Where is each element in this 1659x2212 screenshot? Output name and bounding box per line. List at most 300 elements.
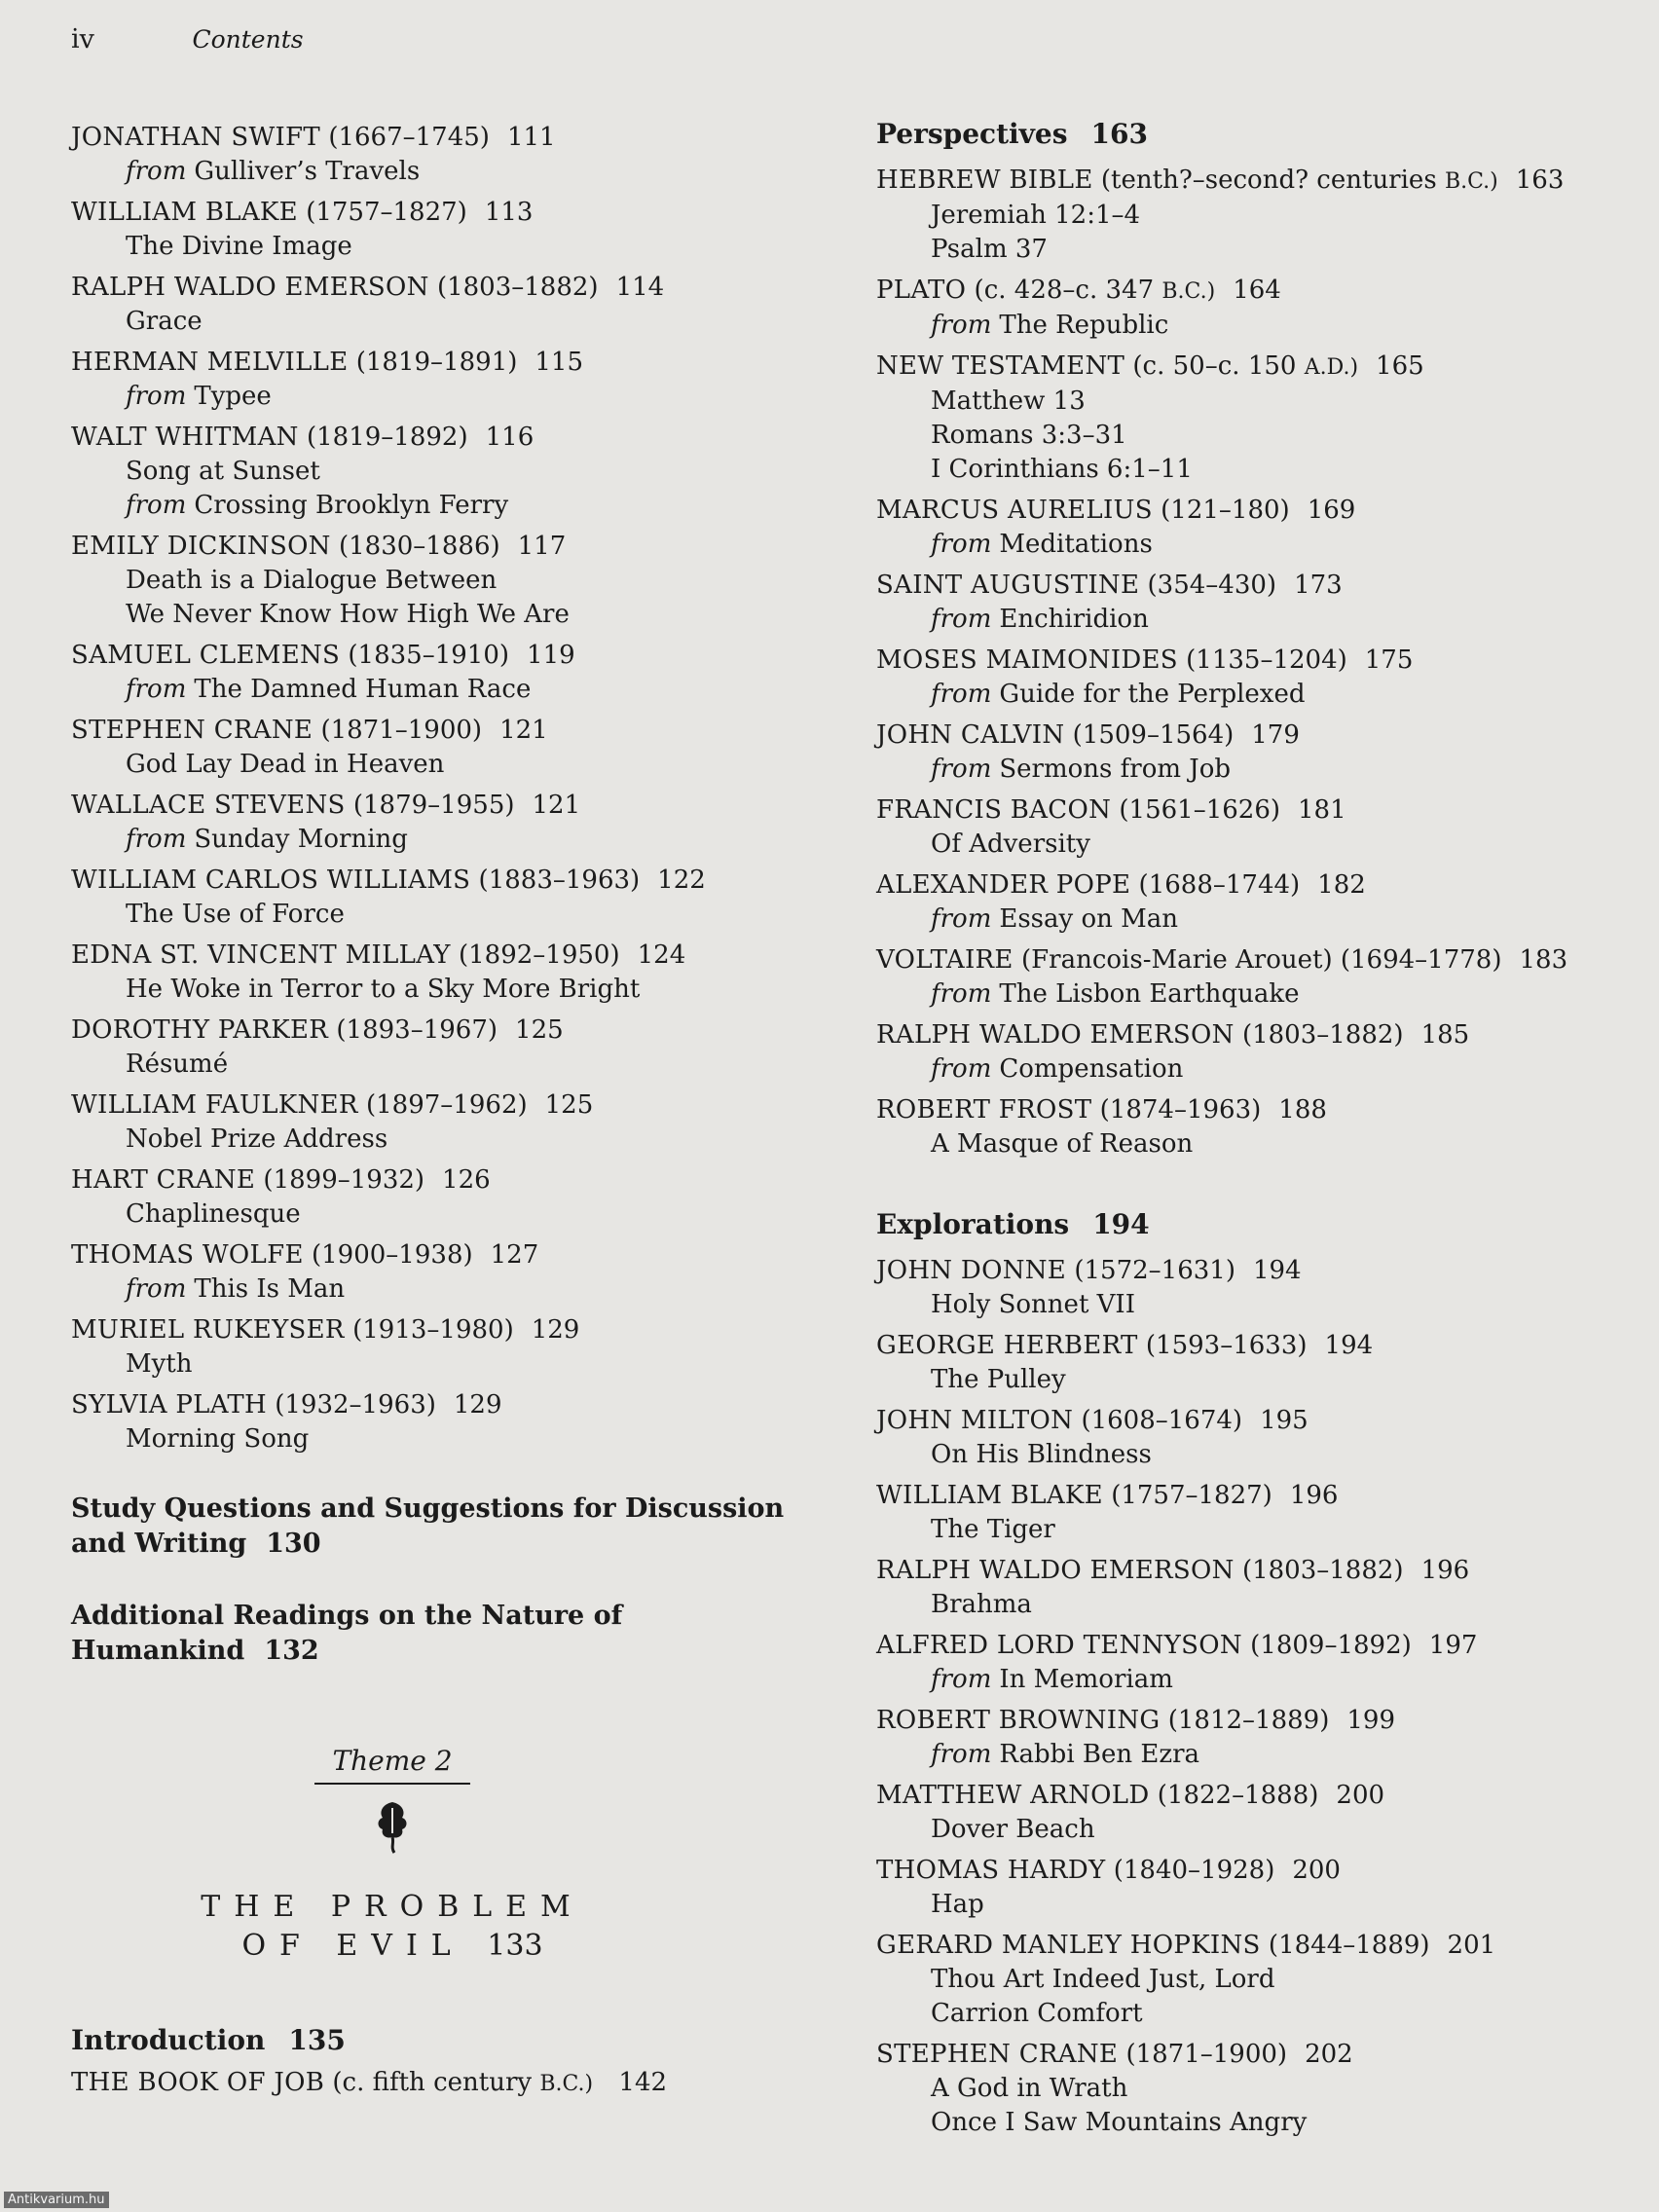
- entry-page: 200: [1292, 1856, 1341, 1885]
- toc-entry: [876, 1554, 1616, 1622]
- entry-heading: [71, 1238, 811, 1272]
- entry-work: [876, 1888, 1616, 1922]
- entry-work: [71, 305, 811, 339]
- entry-page: 199: [1346, 1706, 1395, 1735]
- entry-heading: [876, 1629, 1616, 1663]
- entry-work: [71, 973, 811, 1007]
- entry-author: JOHN DONNE: [876, 1256, 1067, 1285]
- entry-heading: [71, 939, 811, 973]
- entry-dates: (1608–1674): [1081, 1406, 1243, 1435]
- toc-entry: [876, 2038, 1616, 2140]
- entry-heading: [71, 1014, 811, 1048]
- entry-page: 122: [657, 866, 706, 895]
- book-of-job-author: THE BOOK OF JOB: [71, 2068, 325, 2097]
- work-title: Of Adversity: [931, 830, 1090, 859]
- entry-dates: (1803–1882): [1241, 1556, 1404, 1585]
- entry-author: HERMAN MELVILLE: [71, 348, 349, 377]
- theme-label: Theme 2: [314, 1745, 469, 1785]
- entry-author: ALFRED LORD TENNYSON: [876, 1631, 1242, 1660]
- entry-page: 173: [1294, 571, 1343, 600]
- entry-era: B.C.): [1161, 279, 1216, 304]
- introduction-page: 135: [288, 2024, 346, 2056]
- explorations-label: Explorations: [876, 1208, 1070, 1240]
- entry-work: [71, 155, 811, 189]
- entry-author: RALPH WALDO EMERSON: [876, 1556, 1235, 1585]
- entry-page: 111: [506, 123, 556, 152]
- entry-dates: (1844–1889): [1268, 1931, 1430, 1960]
- book-of-job-entry: [71, 2066, 811, 2101]
- entry-work: [876, 233, 1616, 267]
- toc-entry: [876, 569, 1616, 637]
- work-title: Death is a Dialogue Between: [126, 566, 498, 595]
- entry-heading: [71, 1313, 811, 1347]
- work-title: Essay on Man: [999, 904, 1179, 934]
- entry-heading: [71, 530, 811, 564]
- entry-page: 202: [1305, 2040, 1353, 2069]
- work-title: Résumé: [126, 1050, 229, 1079]
- toc-entry: [876, 1254, 1616, 1322]
- toc-entry: [876, 644, 1616, 712]
- entry-author: WILLIAM FAULKNER: [71, 1090, 358, 1120]
- entry-dates: (1572–1631): [1074, 1256, 1235, 1285]
- toc-entry: [876, 793, 1616, 862]
- entry-dates: (1879–1955): [352, 791, 515, 820]
- entry-dates: (tenth?–second? centuries: [1100, 166, 1437, 195]
- entry-work: [876, 453, 1616, 487]
- work-title: Carrion Comfort: [931, 1999, 1143, 2028]
- toc-entry: [876, 719, 1616, 787]
- entry-heading: [876, 1018, 1616, 1052]
- entry-work: [71, 823, 811, 857]
- entry-author: ROBERT FROST: [876, 1095, 1092, 1124]
- work-title: The Lisbon Earthquake: [999, 979, 1300, 1009]
- work-title: Jeremiah 12:1–4: [931, 201, 1141, 230]
- explorations-entry-list: [876, 1254, 1616, 2140]
- entry-work: [876, 309, 1616, 343]
- toc-entry: [71, 346, 811, 414]
- entry-dates: (1900–1938): [312, 1240, 473, 1270]
- entry-heading: [876, 943, 1616, 977]
- entry-work: [876, 1813, 1616, 1847]
- book-of-job-era: B.C.): [539, 2072, 594, 2096]
- work-title: Psalm 37: [931, 235, 1048, 264]
- from-label: from: [126, 491, 187, 520]
- study-questions-entry: [71, 1492, 811, 1562]
- entry-page: 117: [517, 532, 567, 561]
- work-title: Thou Art Indeed Just, Lord: [931, 1965, 1275, 1994]
- entry-author: THOMAS HARDY: [876, 1856, 1106, 1885]
- entry-page: 179: [1251, 720, 1300, 750]
- introduction-entry: [71, 2024, 811, 2056]
- work-title: Gulliver’s Travels: [194, 157, 421, 186]
- entry-dates: (1809–1892): [1250, 1631, 1412, 1660]
- study-questions-line1: Study Questions and Suggestions for Discussion: [71, 1493, 785, 1524]
- work-title: Grace: [126, 307, 203, 336]
- work-title: Once I Saw Mountains Angry: [931, 2108, 1308, 2137]
- entry-author: GEORGE HERBERT: [876, 1331, 1138, 1360]
- work-title: Myth: [126, 1349, 193, 1379]
- entry-author: HART CRANE: [71, 1165, 256, 1195]
- entry-work: [876, 528, 1616, 562]
- entry-work: [876, 1127, 1616, 1161]
- entry-heading: [876, 719, 1616, 753]
- entry-page: 175: [1364, 645, 1414, 675]
- entry-author: MOSES MAIMONIDES: [876, 645, 1178, 675]
- entry-dates: (1899–1932): [263, 1165, 425, 1195]
- entry-heading: [876, 644, 1616, 678]
- entry-author: WILLIAM BLAKE: [71, 198, 298, 227]
- work-title: This Is Man: [194, 1274, 346, 1304]
- work-title: Enchiridion: [999, 605, 1149, 634]
- entry-author: DOROTHY PARKER: [71, 1015, 329, 1045]
- toc-entry: [876, 1629, 1616, 1697]
- entry-page: 126: [442, 1165, 491, 1195]
- entry-page: 121: [532, 791, 581, 820]
- entry-heading: [71, 1163, 811, 1198]
- explorations-heading: [876, 1207, 1616, 1242]
- entry-page: 121: [499, 716, 548, 745]
- entry-work: [876, 903, 1616, 937]
- entry-dates: (1822–1888): [1157, 1781, 1319, 1810]
- entry-dates: (121–180): [1161, 496, 1290, 525]
- from-label: from: [931, 605, 992, 634]
- entry-page: 182: [1317, 870, 1366, 900]
- toc-entry: [876, 1018, 1616, 1087]
- entry-heading: [876, 1093, 1616, 1127]
- from-label: from: [931, 979, 992, 1009]
- study-questions-page: 130: [266, 1529, 321, 1559]
- theme-title: [149, 1888, 636, 1966]
- entry-work: [71, 1048, 811, 1082]
- perspectives-entry-list: [876, 164, 1616, 1161]
- perspectives-page: 163: [1090, 118, 1148, 150]
- toc-entry: [71, 1088, 811, 1157]
- work-title: Hap: [931, 1890, 984, 1919]
- entry-page: 129: [531, 1315, 580, 1345]
- entry-heading: [876, 350, 1616, 385]
- toc-entry: [876, 1093, 1616, 1161]
- entry-author: SAINT AUGUSTINE: [876, 571, 1140, 600]
- work-title: The Tiger: [931, 1515, 1055, 1544]
- toc-entry: [71, 271, 811, 339]
- entry-author: FRANCIS BACON: [876, 795, 1112, 825]
- entry-work: [71, 564, 811, 598]
- entry-author: MARCUS AURELIUS: [876, 496, 1153, 525]
- leaf-ornament-icon: [149, 1798, 636, 1859]
- toc-entry: [71, 530, 811, 632]
- entry-work: [876, 2072, 1616, 2106]
- entry-heading: [876, 2038, 1616, 2072]
- work-title: Rabbi Ben Ezra: [999, 1740, 1200, 1769]
- toc-entry: [876, 1704, 1616, 1772]
- entry-page: 125: [515, 1015, 564, 1045]
- entry-work: [71, 230, 811, 264]
- entry-work: [71, 748, 811, 782]
- entry-author: GERARD MANLEY HOPKINS: [876, 1931, 1261, 1960]
- entry-dates: (1932–1963): [275, 1390, 436, 1419]
- toc-entry: [876, 494, 1616, 562]
- work-title: I Corinthians 6:1–11: [931, 455, 1193, 484]
- additional-readings-entry: [71, 1599, 811, 1669]
- toc-entry: [876, 1929, 1616, 2031]
- entry-work: [71, 598, 811, 632]
- entry-work: [71, 1272, 811, 1307]
- work-title: In Memoriam: [999, 1665, 1173, 1694]
- theme-title-line1: THE PROBLEM: [201, 1890, 584, 1924]
- entry-author: JOHN MILTON: [876, 1406, 1074, 1435]
- entry-author: WILLIAM BLAKE: [876, 1481, 1103, 1510]
- toc-entry: [876, 1404, 1616, 1472]
- entry-work: [876, 1438, 1616, 1472]
- entry-dates: (1561–1626): [1119, 795, 1281, 825]
- entry-page: 194: [1324, 1331, 1374, 1360]
- entry-page: 116: [485, 423, 535, 452]
- entry-author: MATTHEW ARNOLD: [876, 1781, 1150, 1810]
- entry-work: [876, 1997, 1616, 2031]
- from-label: from: [931, 1054, 992, 1084]
- entry-work: [71, 380, 811, 414]
- entry-author: WALLACE STEVENS: [71, 791, 346, 820]
- from-label: from: [931, 904, 992, 934]
- toc-entry: [71, 639, 811, 707]
- entry-page: 125: [544, 1090, 594, 1120]
- entry-dates: (1892–1950): [458, 940, 620, 970]
- entry-work: [876, 1513, 1616, 1547]
- work-title: Brahma: [931, 1590, 1032, 1619]
- entry-heading: [876, 569, 1616, 603]
- entry-author: RALPH WALDO EMERSON: [876, 1020, 1235, 1050]
- entry-dates: (1835–1910): [348, 641, 510, 670]
- entry-work: [71, 1422, 811, 1456]
- work-title: The Divine Image: [126, 232, 352, 261]
- from-label: from: [931, 755, 992, 784]
- entry-heading: [71, 1088, 811, 1123]
- entry-work: [876, 1052, 1616, 1087]
- entry-author: WALT WHITMAN: [71, 423, 299, 452]
- work-title: The Damned Human Race: [194, 675, 532, 704]
- entry-dates: (1883–1963): [478, 866, 641, 895]
- entry-dates: (1757–1827): [306, 198, 467, 227]
- toc-entry: [876, 1854, 1616, 1922]
- entry-dates: (354–430): [1147, 571, 1277, 600]
- from-label: from: [126, 382, 187, 411]
- entry-author: SYLVIA PLATH: [71, 1390, 267, 1419]
- entry-dates: (1667–1745): [328, 123, 490, 152]
- entry-dates: (1897–1962): [366, 1090, 528, 1120]
- work-title: Guide for the Perplexed: [999, 680, 1306, 709]
- from-label: from: [931, 530, 992, 559]
- entry-author: PLATO: [876, 276, 967, 305]
- from-label: from: [126, 675, 187, 704]
- work-title: Nobel Prize Address: [126, 1124, 388, 1154]
- right-column: [876, 117, 1616, 2147]
- work-title: Sunday Morning: [194, 825, 408, 854]
- entry-work: [876, 977, 1616, 1012]
- entry-heading: [71, 271, 811, 305]
- entry-page: 183: [1519, 945, 1568, 975]
- from-label: from: [931, 680, 992, 709]
- entry-heading: [876, 1554, 1616, 1588]
- perspectives-label: Perspectives: [876, 118, 1068, 150]
- entry-author: ALEXANDER POPE: [876, 870, 1131, 900]
- entry-page: 127: [490, 1240, 539, 1270]
- entry-author: WILLIAM CARLOS WILLIAMS: [71, 866, 471, 895]
- entry-author: STEPHEN CRANE: [71, 716, 313, 745]
- entry-page: 201: [1447, 1931, 1496, 1960]
- entry-heading: [876, 1329, 1616, 1363]
- theme-page: 133: [487, 1929, 543, 1963]
- entry-heading: [71, 714, 811, 748]
- entry-author: VOLTAIRE: [876, 945, 1014, 975]
- entry-dates: (1757–1827): [1111, 1481, 1272, 1510]
- entry-heading: [71, 1388, 811, 1422]
- entry-dates: (1812–1889): [1167, 1706, 1330, 1735]
- work-title: The Pulley: [931, 1365, 1066, 1394]
- entry-heading: [876, 164, 1616, 199]
- entry-author: JOHN CALVIN: [876, 720, 1065, 750]
- entry-page: 163: [1515, 166, 1565, 195]
- entry-page: 115: [535, 348, 584, 377]
- entry-page: 165: [1376, 351, 1424, 381]
- work-title: Dover Beach: [931, 1815, 1095, 1844]
- toc-entry: [71, 121, 811, 189]
- work-title: Crossing Brooklyn Ferry: [194, 491, 509, 520]
- running-title: Contents: [192, 25, 304, 54]
- work-title: Song at Sunset: [126, 457, 320, 486]
- toc-entry: [71, 1388, 811, 1456]
- toc-entry: [71, 1313, 811, 1382]
- entry-dates: (Francois-Marie Arouet) (1694–1778): [1020, 945, 1502, 975]
- entry-author: JONATHAN SWIFT: [71, 123, 321, 152]
- entry-heading: [876, 1479, 1616, 1513]
- entry-page: 197: [1428, 1631, 1478, 1660]
- toc-entry: [71, 196, 811, 264]
- entry-work: [876, 1288, 1616, 1322]
- toc-entry: [876, 1779, 1616, 1847]
- entry-author: HEBREW BIBLE: [876, 166, 1093, 195]
- study-questions-line2: and Writing: [71, 1529, 247, 1559]
- entry-heading: [876, 1854, 1616, 1888]
- entry-page: 114: [615, 273, 665, 302]
- entry-dates: (1830–1886): [339, 532, 500, 561]
- entry-author: THOMAS WOLFE: [71, 1240, 304, 1270]
- perspectives-heading: [876, 117, 1616, 152]
- toc-entry: [71, 421, 811, 523]
- work-title: The Republic: [999, 311, 1169, 340]
- left-entry-list: [71, 121, 811, 1456]
- entry-page: 194: [1252, 1256, 1302, 1285]
- entry-work: [876, 753, 1616, 787]
- entry-work: [876, 385, 1616, 419]
- toc-entry: [876, 1479, 1616, 1547]
- work-title: Romans 3:3–31: [931, 421, 1127, 450]
- work-title: Compensation: [999, 1054, 1184, 1084]
- additional-readings-line1: Additional Readings on the Nature of: [71, 1601, 623, 1631]
- entry-page: 124: [637, 940, 686, 970]
- work-title: Morning Song: [126, 1424, 310, 1454]
- entry-dates: (c. 50–c. 150: [1132, 351, 1297, 381]
- from-label: from: [931, 1665, 992, 1694]
- toc-entry: [876, 350, 1616, 487]
- entry-work: [876, 678, 1616, 712]
- entry-work: [876, 1963, 1616, 1997]
- entry-dates: (1840–1928): [1113, 1856, 1275, 1885]
- entry-work: [71, 1198, 811, 1232]
- entry-work: [876, 1663, 1616, 1697]
- entry-dates: (1871–1900): [1125, 2040, 1288, 2069]
- entry-author: EDNA ST. VINCENT MILLAY: [71, 940, 451, 970]
- entry-dates: (1874–1963): [1099, 1095, 1262, 1124]
- toc-entry: [71, 1014, 811, 1082]
- entry-page: 195: [1260, 1406, 1309, 1435]
- toc-entry: [71, 714, 811, 782]
- entry-dates: (1688–1744): [1138, 870, 1301, 900]
- entry-dates: (c. 428–c. 347: [974, 276, 1155, 305]
- entry-work: [876, 199, 1616, 233]
- work-title: Matthew 13: [931, 387, 1086, 416]
- entry-author: NEW TESTAMENT: [876, 351, 1125, 381]
- entry-work: [71, 455, 811, 489]
- toc-entry: [71, 864, 811, 932]
- entry-page: 200: [1336, 1781, 1385, 1810]
- entry-heading: [876, 1929, 1616, 1963]
- work-title: Sermons from Job: [999, 755, 1231, 784]
- entry-author: EMILY DICKINSON: [71, 532, 331, 561]
- entry-work: [876, 1363, 1616, 1397]
- toc-entry: [876, 943, 1616, 1012]
- entry-dates: (1819–1891): [355, 348, 518, 377]
- watermark: Antikvarium.hu: [4, 2192, 109, 2208]
- theme-title-line2: OF EVIL: [241, 1929, 464, 1963]
- entry-page: 129: [453, 1390, 502, 1419]
- entry-author: STEPHEN CRANE: [876, 2040, 1119, 2069]
- entry-dates: (1509–1564): [1072, 720, 1235, 750]
- entry-page: 169: [1307, 496, 1356, 525]
- additional-readings-page: 132: [264, 1636, 319, 1666]
- entry-dates: (1913–1980): [352, 1315, 514, 1345]
- toc-entry: [71, 1238, 811, 1307]
- entry-work: [876, 1738, 1616, 1772]
- entry-heading: [876, 274, 1616, 309]
- entry-era: B.C.): [1444, 169, 1498, 194]
- work-title: God Lay Dead in Heaven: [126, 750, 445, 779]
- entry-author: SAMUEL CLEMENS: [71, 641, 341, 670]
- entry-work: [876, 603, 1616, 637]
- entry-work: [876, 828, 1616, 862]
- entry-heading: [876, 1404, 1616, 1438]
- entry-work: [71, 898, 811, 932]
- entry-heading: [71, 421, 811, 455]
- entry-heading: [71, 639, 811, 673]
- entry-dates: (1871–1900): [320, 716, 483, 745]
- toc-entry: [876, 868, 1616, 937]
- entry-author: RALPH WALDO EMERSON: [71, 273, 429, 302]
- entry-heading: [876, 868, 1616, 903]
- entry-page: 119: [527, 641, 575, 670]
- entry-dates: (1819–1892): [306, 423, 468, 452]
- page-number: iv: [71, 24, 94, 55]
- toc-entry: [71, 939, 811, 1007]
- entry-page: 188: [1278, 1095, 1327, 1124]
- entry-heading: [71, 121, 811, 155]
- entry-heading: [876, 1704, 1616, 1738]
- entry-page: 196: [1420, 1556, 1470, 1585]
- book-of-job-dates: (c. fifth century: [332, 2068, 533, 2097]
- toc-entry: [876, 164, 1616, 267]
- entry-work: [71, 1123, 811, 1157]
- entry-heading: [71, 346, 811, 380]
- entry-work: [876, 2106, 1616, 2140]
